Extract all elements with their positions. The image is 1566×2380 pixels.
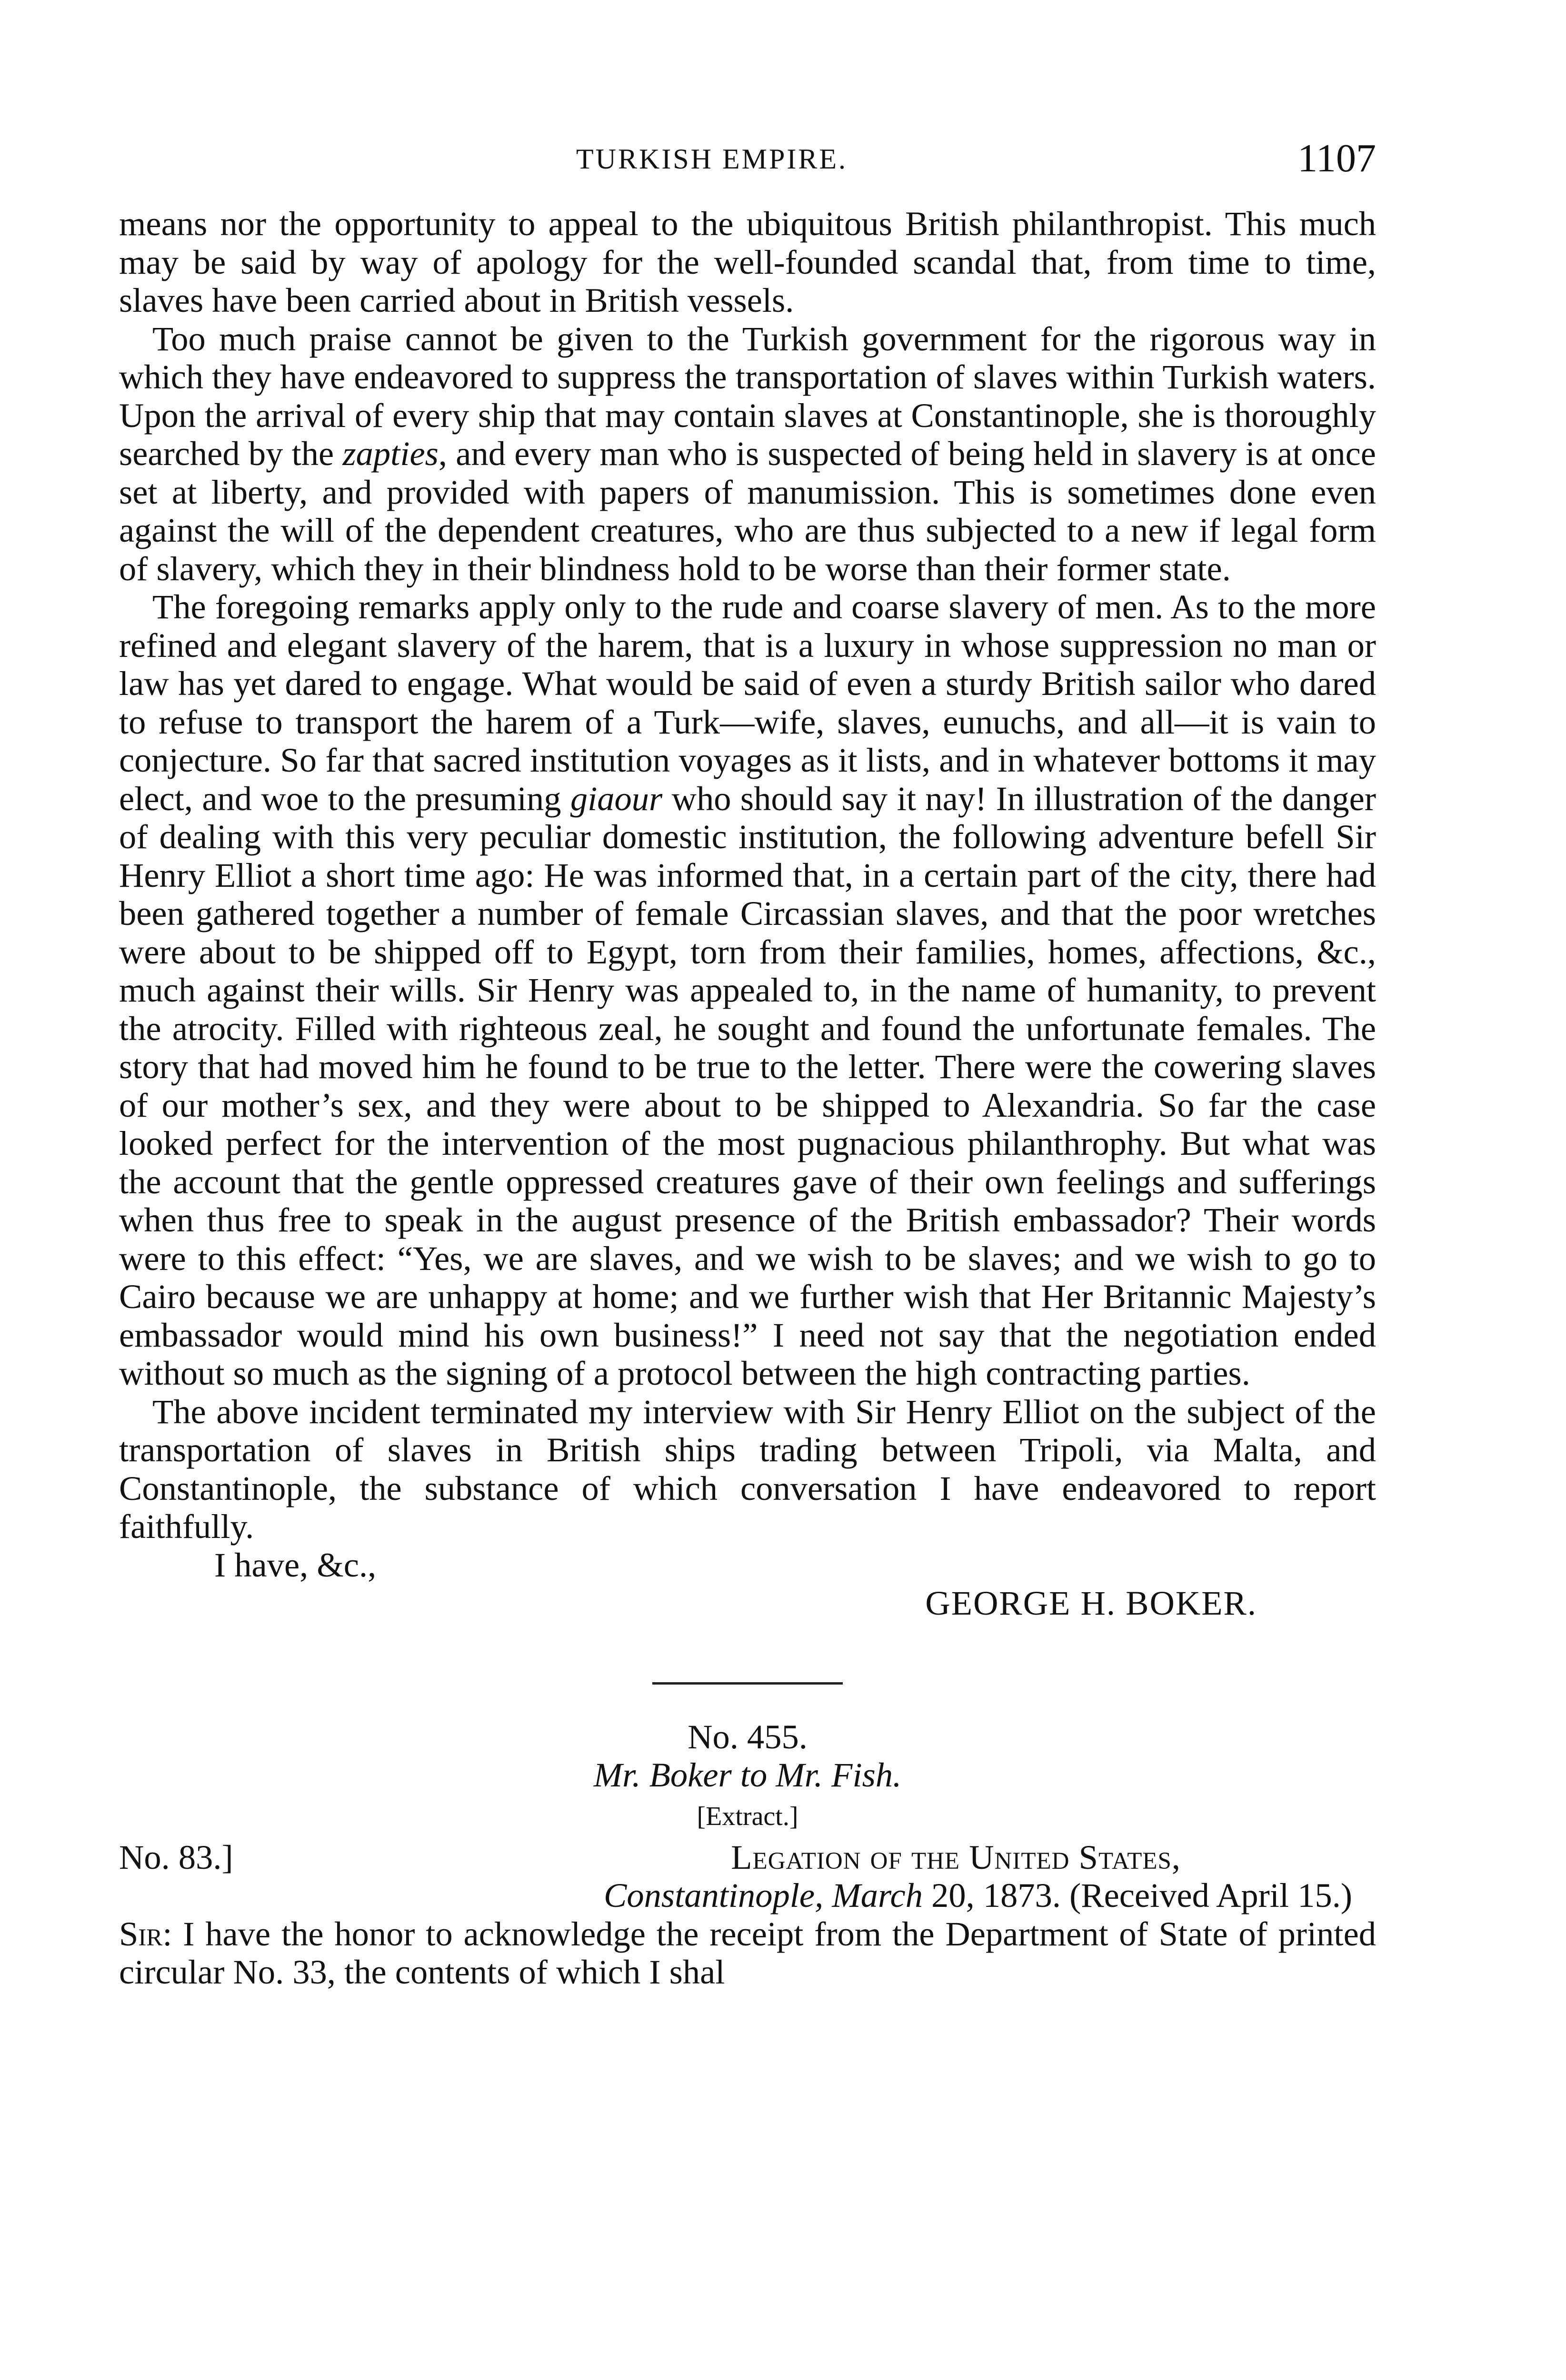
paragraph-text: The foregoing remarks apply only to the rude and coarse slavery of men. As to the more refined and elegant slavery of the harem, that is a luxury in whose suppression no man or law has yet dared to engage. What would be said of even a sturdy British sailor who dared to refuse to transport the harem of a Turk—wife, slaves, eunuchs, and all—it is vain to conjecture. So far that sacred institution voyages as it lists, and in whatever bottoms it may elect, and woe to the presuming (119, 587, 1376, 818)
place-date: Constantinople, March (604, 1876, 923, 1914)
dispatch-header (119, 1838, 1376, 1877)
page-number: 1107 (1297, 136, 1376, 180)
salutation: Sir: (119, 1914, 172, 1953)
paragraph-harem-anecdote (119, 588, 1376, 1393)
paragraph-text: , and every man who is suspected of being held in slavery is at once set at liberty, and provided with papers of manumission. This is sometimes done even against the will of the dependent creatures, who are thus subjected to a new if legal form of slavery, which they in their blindness hold to be worse than their former state. (119, 434, 1376, 588)
body-text (119, 205, 1376, 1992)
running-head (119, 138, 1376, 190)
place-date-line (119, 1876, 1376, 1915)
paragraph-text: who should say it nay! In illustration of the danger of dealing with this very peculiar domestic institution, the following adventure befell Sir Henry Elliot a short time ago: He was informed that, in a certain part of the city, there had been gathered together a number of female Circassian slaves, and that the poor wretches were about to be shipped off to Egypt, torn from their families, homes, affections, &c., much against their wills. Sir Henry was appealed to, in the name of humanity, to prevent the atrocity. Filled with righteous zeal, he sought and found the unfortunate females. The story that had moved him he found to be true to the letter. There were the cowering slaves of our mother’s sex, and they were about to be shipped to Alexandria. So far the case looked perfect for the intervention of the most pugnacious philanthrophy. But what was the account that the gentle oppressed creatures gave of their own feelings and sufferings when thus free to speak in the august presence of the British embassador? Their words were to this effect: “Yes, we are slaves, and we wish to be slaves; and we wish to go to Cairo because we are unhappy at home; and we further wish that Her Britannic Majesty’s embassador would mind his own business!” I need not say that the negotiation ended without so much as the signing of a protocol between the high contracting parties. (119, 779, 1376, 1392)
paragraph-continued (119, 205, 1376, 320)
letter-opening (119, 1915, 1376, 1992)
received-date: (Received April 15.) (1069, 1876, 1352, 1914)
document-number: No. 455. (688, 1717, 808, 1756)
section-divider (652, 1682, 843, 1685)
italic-term-zapties: zapties (342, 434, 439, 473)
date-year: 20, 1873. (931, 1876, 1061, 1914)
legation-title: Legation of the United States, (731, 1837, 1181, 1876)
paragraph-turkish-government (119, 320, 1376, 588)
closing-line: I have, &c., (214, 1545, 377, 1584)
dispatch-number: No. 83.] (119, 1837, 233, 1876)
paragraph-text: The above incident terminated my interview with Sir Henry Elliot on the subject of the transportation of slaves in British ships trading between Tripoli, via Malta, and Constantinople, the substance of which conversation I have endeavored to report faithfully. (119, 1392, 1376, 1546)
paragraph-text: Too much praise cannot be given to the Turkish government for the rigorous way in which they have endeavored to suppress the transportation of slaves within Turkish waters. Upon the arrival of every ship that may contain slaves at Constantinople, she is thoroughly searched by the (119, 319, 1376, 473)
extract-label: [Extract.] (697, 1801, 798, 1831)
paragraph-conclusion (119, 1393, 1376, 1546)
signature: GEORGE H. BOKER. (925, 1584, 1257, 1622)
italic-term-giaour: giaour (570, 779, 663, 818)
letter-opening-text: I have the honor to acknowledge the receipt from the Department of State of printed circular No. 33, the contents of which I shal (119, 1914, 1376, 1991)
document-heading: Mr. Boker to Mr. Fish. (593, 1755, 902, 1794)
running-title: TURKISH EMPIRE. (576, 143, 848, 175)
paragraph-text: means nor the opportunity to appeal to the ubiquitous British philanthropist. This much may be said by way of apology for the well-founded scandal that, from time to time, slaves have been carried about in British vessels. (119, 204, 1376, 319)
